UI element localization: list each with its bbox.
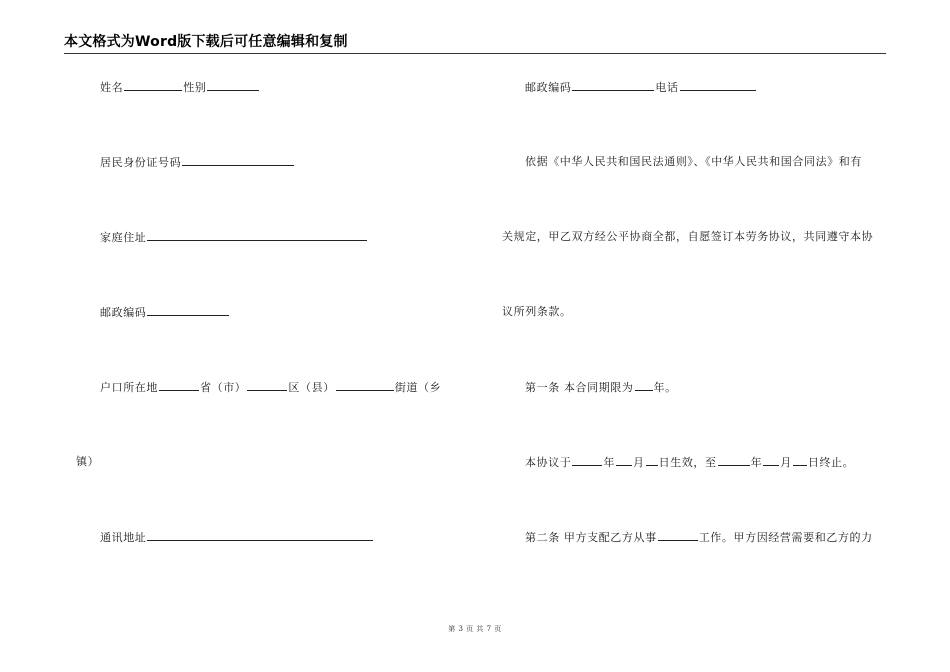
end-day-blank[interactable]: [793, 455, 807, 466]
hukou-district-blank[interactable]: [247, 380, 287, 391]
hukou-town-line: [76, 455, 99, 469]
basis-line-3: [502, 305, 572, 319]
term-line: [525, 455, 854, 470]
start-month-label: 月: [633, 456, 645, 469]
gender-label: 性别: [183, 81, 207, 94]
term-start-label: 本协议于: [525, 456, 572, 469]
postal-code-label-left: 邮政编码: [100, 306, 147, 319]
end-year-label: 年: [750, 456, 763, 469]
postal-phone-line: [525, 80, 757, 95]
article-1-line: [525, 380, 677, 395]
name-label: 姓名: [100, 81, 124, 94]
start-month-blank[interactable]: [616, 455, 632, 466]
article-1-suffix: 年。: [653, 381, 677, 394]
mail-address-label: 通讯地址: [100, 531, 147, 544]
name-gender-line: [100, 80, 260, 95]
mail-address-blank[interactable]: [147, 530, 373, 541]
basis-text-1: 依据《中华人民共和国民法通则》、《中华人民共和国合同法》和有: [525, 155, 862, 168]
basis-line-1: [525, 155, 862, 169]
postal-code-label-right: 邮政编码: [525, 81, 572, 94]
postal-code-blank-left[interactable]: [147, 305, 229, 316]
id-number-label: 居民身份证号码: [100, 156, 182, 169]
end-month-label: 月: [780, 456, 792, 469]
home-address-label: 家庭住址: [100, 231, 147, 244]
term-mid-label: 日生效，至: [658, 456, 717, 469]
article-1-text: 第一条 本合同期限为: [525, 381, 634, 394]
hukou-town-label: 镇）: [76, 455, 100, 468]
home-address-line: [100, 230, 368, 245]
start-year-blank[interactable]: [572, 455, 602, 466]
postal-code-line-left: [100, 305, 230, 320]
phone-blank[interactable]: [680, 80, 756, 91]
end-year-blank[interactable]: [718, 455, 750, 466]
hukou-label: 户口所在地: [100, 381, 158, 394]
postal-code-blank-right[interactable]: [572, 80, 654, 91]
article-2-text: 第二条 甲方支配乙方从事: [525, 531, 657, 544]
article-2-line: [525, 530, 873, 545]
basis-line-2: [502, 230, 873, 244]
name-blank[interactable]: [124, 80, 182, 91]
phone-label: 电话: [655, 81, 679, 94]
end-month-blank[interactable]: [763, 455, 779, 466]
basis-text-2: 关规定，甲乙双方经公平协商全都，自愿签订本劳务协议，共同遵守本协: [502, 230, 874, 243]
id-number-blank[interactable]: [182, 155, 294, 166]
mail-address-line: [100, 530, 374, 545]
basis-text-3: 议所列条款。: [502, 305, 572, 318]
hukou-district-label: 区（县）: [288, 381, 335, 394]
hukou-street-blank[interactable]: [336, 380, 394, 391]
page-footer: [0, 624, 950, 634]
job-type-blank[interactable]: [658, 530, 698, 541]
term-end-label: 日终止。: [807, 456, 855, 469]
document-header: [64, 33, 886, 54]
hukou-province-label: 省（市）: [200, 381, 247, 394]
page-number: 第 3 页 共 7 页: [448, 625, 502, 633]
hukou-line: [100, 380, 441, 395]
hukou-province-blank[interactable]: [159, 380, 199, 391]
id-number-line: [100, 155, 295, 170]
start-day-blank[interactable]: [646, 455, 658, 466]
home-address-blank[interactable]: [147, 230, 367, 241]
article-2-suffix: 工作。甲方因经营需要和乙方的力: [698, 531, 873, 544]
start-year-label: 年: [603, 456, 616, 469]
hukou-street-label: 街道（乡: [394, 381, 442, 394]
gender-blank[interactable]: [207, 80, 259, 91]
header-title: 本文格式为Word版下载后可任意编辑和复制: [64, 34, 348, 50]
contract-term-blank[interactable]: [635, 380, 653, 391]
